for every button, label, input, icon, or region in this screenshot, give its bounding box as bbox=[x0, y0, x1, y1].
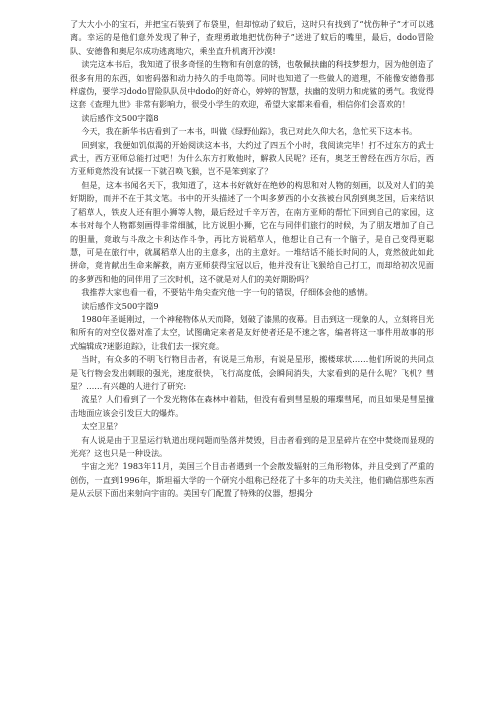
paragraph-4: 回到家，我便如饥似渴的开始阅读这本书，大约过了四五个小时，我阅读完毕！打不过东方的武士武士，西方亚师总能打过吧！为什么东方打败他时，解救人民呢？还有，奥芝王曾经在西方尔后，西方亚师竟然没有试探一下就召唤飞猴，岂不是笨到家了？ bbox=[70, 139, 434, 177]
paragraph-3: 今天，我在新华书店看到了一本书，叫做《绿野仙踪》，我已对此久仰大名，急忙买下这本书。 bbox=[81, 126, 418, 137]
document-page bbox=[70, 18, 434, 501]
paragraph-12: 宇宙之光？1983年11月，美国三个目击者遇到一个会散发辐射的三角形物体，并且受到了严重的创伤，一直到1996年，斯坦福大学的一个研究小组称已经花了十多年的功夫关注，他们确信那些东西是从云层下面出来射向宇宙的。美国专门配置了特殊的仪器，想揭分 bbox=[70, 461, 434, 499]
paragraph-1: 了大大小小的宝石，并把宝石装到了布袋里，但却惊动了蚊后，这时只有找到了“忧伤种子”才可以逃离。幸运的是他们意外发现了种子，查理勇敢地把忧伤种子”送进了蚊后的嘴里，最后，dodo冒险队、安德鲁和奥尼尔成功逃离地穴，乘坐直升机离开沙漠! bbox=[70, 19, 434, 56]
paragraph-2: 读完这本书后，我知道了很多奇怪的生物和有创意的锈，也敬佩扶幽的科技梦想力，因为他创造了很多有用的东西，如密码器和动力持久的手电筒等。同时也知道了一些做人的道理，不能像安德鲁那样虚伪，要学习dodo冒险队队员中dodo的好奇心，婷婷的智慧，扶幽的发明力和虎鲨的勇气。我觉得这套《查理九世》非常有影响力，很受小学生的欢迎，希望大家都来看看，相信你们会喜欢的！ bbox=[70, 59, 434, 110]
paragraph-11: 有人说是由于卫星运行轨道出现问题而坠落并焚毁，目击者看到的是卫星碎片在空中焚烧而显现的光亮？这也只是一种设法。 bbox=[70, 434, 434, 458]
paragraph-8: 当时，有众多的不明飞行物目击者，有说是三角形，有说是星形，搬楼球状……他们所说的共同点是飞行物会发出刺眼的强光，速度很快，飞行高度低，会瞬间消失，大家看到的是什么呢？飞机？彗星？……有兴趣的人进行了研究: bbox=[70, 354, 434, 391]
section-heading-9: 读后感作文500字篇9 bbox=[81, 300, 159, 311]
paragraph-5: 但是，这本书闻名天下，我知道了，这本书好就好在绝妙的构思和对人物的刻画，以及对人们的美好期盼，而并不在于其文笔。书中的开头描述了一个叫多萝西的小女孩被台风刮到奥芝国，后来结识了稻草人，铁皮人还有胆小狮等人物，最后经过千辛万苦，在南方亚师的帮忙下回到自己的家园，这本书对每个人物都刻画得非常细腻，比方说胆小狮，它在与同伴们旅行的时候，为了朋友增加了自己的胆量，竟敢与斗敌之卡利达作斗争，再比方说稻草人，他想让自己有一个脑子，是自己变得更聪慧，可是在旅行中，就属稻草人出的主意多，出的主意好。一堆结话不能长时间的人，竟然彼此如此拼命，竟肯献出生命来解救，南方亚师获得宝冠以后，他并没有让飞猴给自己打工，而却给初次见面的多萝西和他的同伴用了三次时机，这不就是对人们的美好期盼吗？ bbox=[70, 179, 434, 284]
paragraph-6: 我推荐大家也看一看，不要钻牛角尖查究他一字一句的错误，仔细体会他的感情。 bbox=[81, 287, 373, 298]
section-heading-8: 读后感作文500字篇8 bbox=[81, 112, 159, 123]
paragraph-9: 流星？人们看到了一个发光物体在森林中着陆，但没有看到彗星般的璀璨彗尾，而且如果是彗星撞击地面应该会引发巨大的爆炸。 bbox=[70, 394, 434, 418]
paragraph-10: 太空卫星？ bbox=[81, 421, 122, 432]
paragraph-7: 1980年圣诞刚过，一个神秘物体从天而降，划破了漆黑的夜幕。目击到这一现象的人，立刻将目光和所有的对空仪器对准了太空，试图确定来者是友好使者还是不速之客，编者将这一事件用故事的形式编辑成?迷影迫踪》，让我们去一探究竟。 bbox=[70, 313, 434, 351]
